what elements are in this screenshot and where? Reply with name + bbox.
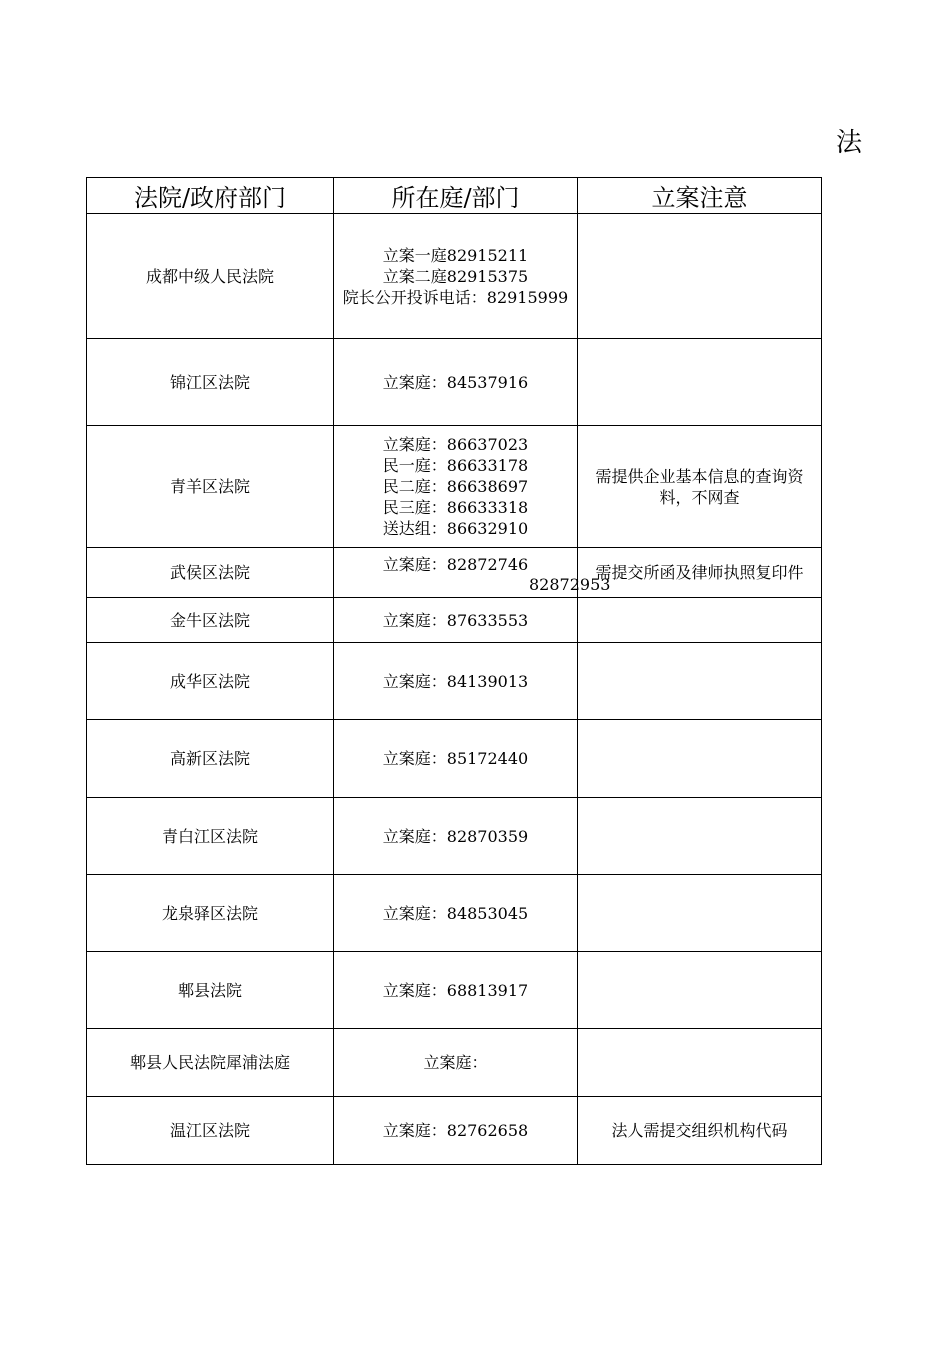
table-row [87, 643, 822, 720]
dept-cell [334, 598, 578, 643]
dept-line: 立案庭：86637023 [382, 435, 529, 454]
dept-cell [334, 1097, 578, 1165]
header-note: 立案注意 [578, 178, 822, 214]
table-row [87, 875, 822, 952]
court-cell: 郫县法院 [87, 952, 334, 1029]
table-row [87, 598, 822, 643]
court-cell: 青羊区法院 [87, 426, 334, 548]
dept-line: 立案庭：84139013 [382, 671, 529, 691]
dept-line: 立案庭：82762658 [382, 1121, 529, 1140]
dept-line: 立案一庭82915211 [382, 245, 529, 265]
dept-line: 立案庭：68813917 [382, 980, 529, 1000]
note-cell [578, 1029, 822, 1097]
table-row [87, 952, 822, 1029]
table-row [87, 548, 822, 598]
dept-cell [334, 1029, 578, 1097]
dept-line: 院长公开投诉电话：82915999 [342, 287, 569, 307]
court-cell: 龙泉驿区法院 [87, 875, 334, 952]
page-title: 法 [836, 128, 863, 158]
court-cell: 金牛区法院 [87, 598, 334, 643]
dept-line: 民三庭：86633318 [382, 498, 529, 517]
note-cell: 需提交所函及律师执照复印件 [578, 548, 822, 598]
note-text: 需提供企业基本信息的查询资料，不网查 [595, 467, 804, 507]
note-cell: 法人需提交组织机构代码 [578, 1097, 822, 1165]
dept-cell [334, 548, 611, 598]
dept-line: 立案庭：84537916 [382, 372, 529, 392]
court-cell: 郫县人民法院犀浦法庭 [87, 1029, 334, 1097]
table-row [87, 798, 822, 875]
header-dept: 所在庭/部门 [334, 178, 578, 214]
note-cell [578, 339, 822, 426]
dept-line: 立案庭：82872746 [382, 555, 529, 574]
court-cell: 成华区法院 [87, 643, 334, 720]
dept-cell [334, 214, 578, 339]
dept-line: 立案庭：84853045 [382, 903, 529, 923]
dept-cell [334, 643, 578, 720]
dept-cell [334, 426, 578, 548]
note-cell [578, 598, 822, 643]
court-cell: 高新区法院 [87, 720, 334, 798]
note-cell [578, 426, 822, 548]
court-cell: 武侯区法院 [87, 548, 334, 598]
court-cell: 锦江区法院 [87, 339, 334, 426]
court-cell: 温江区法院 [87, 1097, 334, 1165]
dept-line: 民一庭：86633178 [382, 456, 529, 475]
table-row [87, 339, 822, 426]
note-cell [578, 720, 822, 798]
note-cell [578, 798, 822, 875]
dept-overflow-text: 82872953 [529, 575, 611, 594]
header-row [87, 178, 822, 214]
dept-line: 送达组：86632910 [382, 519, 529, 538]
table-row [87, 720, 822, 798]
note-cell [578, 875, 822, 952]
court-contact-table [86, 177, 822, 1165]
table-row [87, 426, 822, 548]
dept-cell [334, 952, 578, 1029]
table-row [87, 214, 822, 339]
header-court: 法院/政府部门 [87, 178, 334, 214]
dept-line: 民二庭：86638697 [382, 477, 529, 496]
dept-line: 立案庭：87633553 [382, 610, 529, 630]
dept-line: 立案庭：85172440 [382, 749, 529, 768]
dept-line: 立案二庭82915375 [382, 266, 529, 286]
note-cell [578, 952, 822, 1029]
court-cell: 青白江区法院 [87, 798, 334, 875]
table-row [87, 1097, 822, 1165]
dept-line: 立案庭： [423, 1053, 488, 1072]
note-cell [578, 214, 822, 339]
dept-line: 立案庭：82870359 [382, 826, 529, 846]
dept-cell [334, 339, 578, 426]
table-row [87, 1029, 822, 1097]
dept-cell [334, 720, 578, 798]
court-cell: 成都中级人民法院 [87, 214, 334, 339]
note-cell [578, 643, 822, 720]
dept-cell [334, 798, 578, 875]
dept-cell [334, 875, 578, 952]
